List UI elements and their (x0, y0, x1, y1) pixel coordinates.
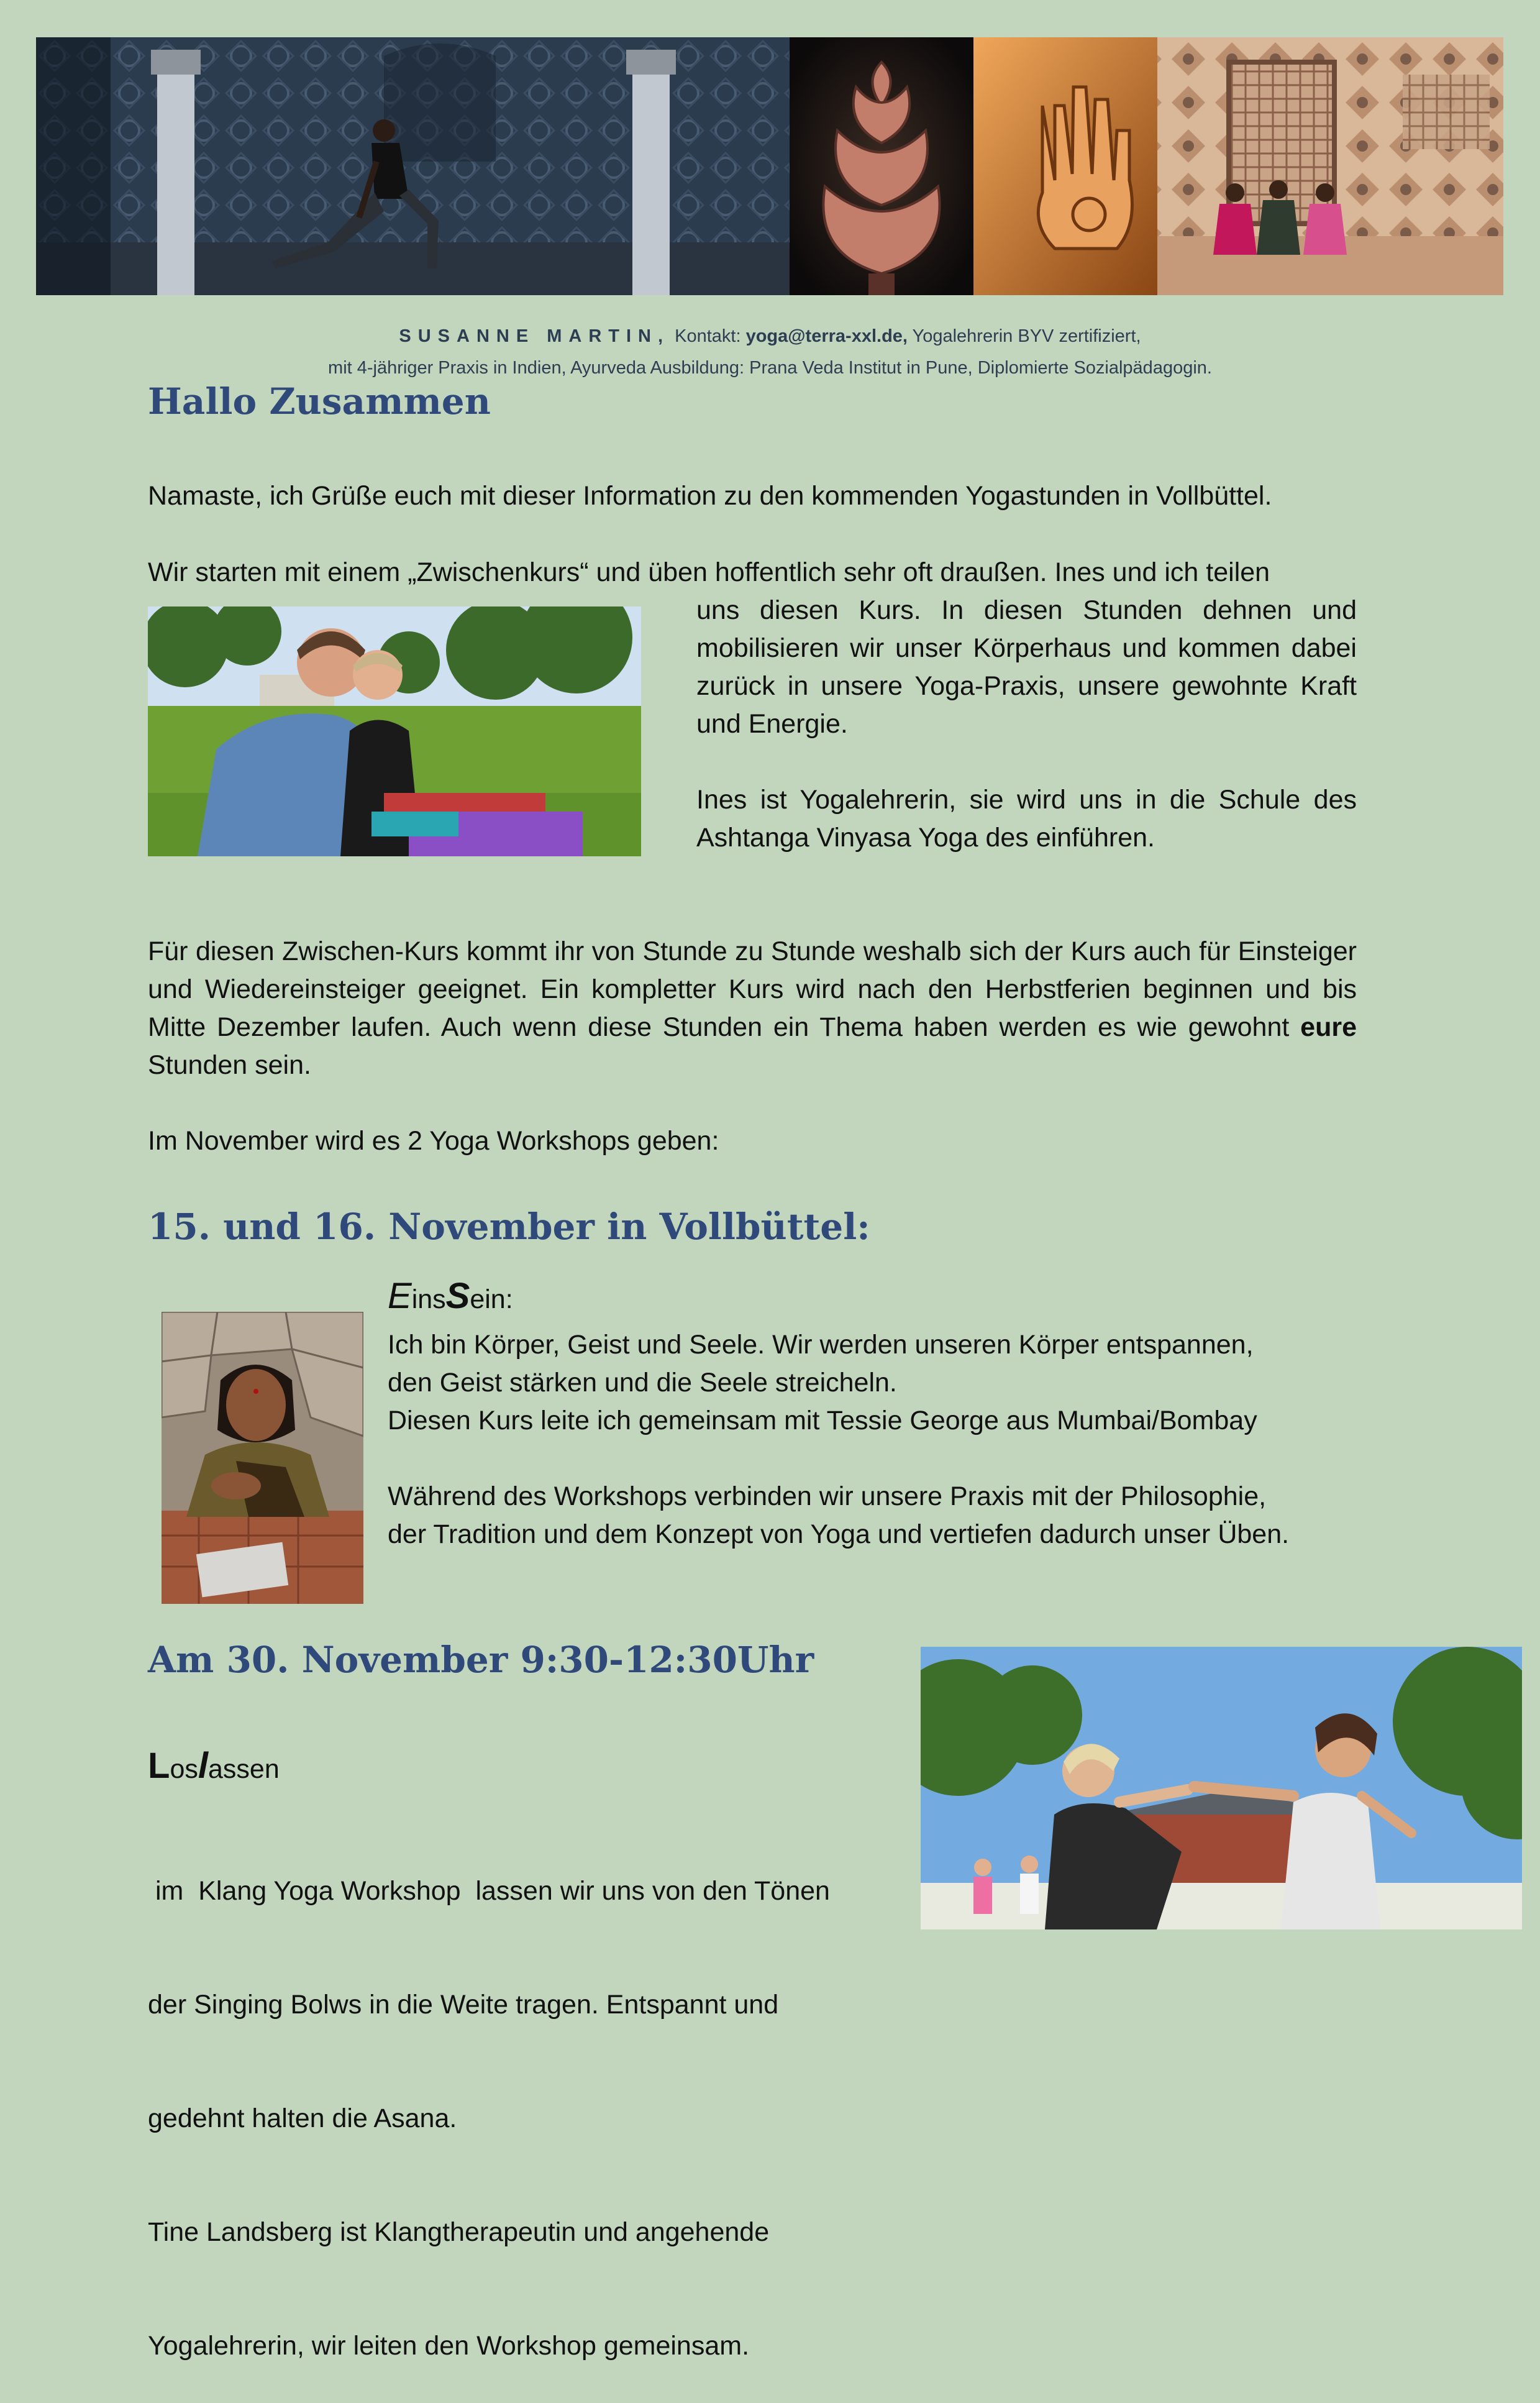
header-photo-banner (36, 37, 1503, 295)
contact-email[interactable]: yoga@terra-xxl.de, (745, 326, 908, 346)
workshop2-title-cap2: l (198, 1746, 208, 1786)
workshop2-title-part4: assen (207, 1754, 280, 1784)
workshop1-text-block (388, 1326, 1257, 1440)
zwischenkurs-text-before: Für diesen Zwischen-Kurs kommt ihr von Stunde zu Stunde weshalb sich der Kurs auch für Einsteiger und Wiedereinsteiger geeignet. Ein kompletter Kurs wird nach den Herbstferien beginnen und bis Mitte Dezember laufen. Auch wenn diese Stunden ein Thema haben werden es wie gewohnt (148, 936, 1357, 1042)
teacher-name: SUSANNE MARTIN, (399, 326, 670, 346)
workshop1-title-part2: ins (411, 1284, 446, 1314)
workshop1-text-block-2 (388, 1478, 1289, 1554)
workshop2-text-block (148, 1797, 830, 2403)
ines-paragraph: Ines ist Yogalehrerin, sie wird uns in die Schule des Ashtanga Vinyasa Yoga des einführen. (696, 785, 1357, 853)
workshop1-title-part4: ein: (470, 1284, 513, 1314)
course-paragraph-line1: Wir starten mit einem „Zwischenkurs“ und üben hoffentlich sehr oft draußen. Ines und ich teilen (148, 557, 1270, 587)
header-contact-line (0, 326, 1540, 347)
workshop1-line: der Tradition und dem Konzept von Yoga und vertiefen dadurch unser Üben. (388, 1519, 1290, 1549)
workshop2-heading: Am 30. November 9:30-12:30Uhr (148, 1639, 814, 1681)
workshop1-line: Während des Workshops verbinden wir unsere Praxis mit der Philosophie, (388, 1481, 1267, 1511)
certification: Yogalehrerin BYV zertifiziert, (912, 326, 1141, 346)
workshop1-title-cap1: E (388, 1276, 412, 1316)
outdoor-teachers-photo (148, 606, 641, 856)
workshop2-line: Yogalehrerin, wir leiten den Workshop gemeinsam. (148, 2331, 750, 2361)
zwischenkurs-paragraph (148, 933, 1357, 1084)
zwischenkurs-text-after: Stunden sein. (148, 1050, 311, 1080)
banner-collage (36, 37, 1503, 295)
course-paragraph-rest: uns diesen Kurs. In diesen Stunden dehnen und mobilisieren wir unser Körperhaus und kommen dabei zurück in unsere Yoga-Praxis, unsere gewohnte Kraft und Energie. (696, 595, 1357, 739)
greeting-heading: Hallo Zusammen (148, 380, 491, 423)
header-qualifications-line: mit 4-jähriger Praxis in Indien, Ayurveda Ausbildung: Prana Veda Institut in Pune, Diplomierte Sozialpädagogin. (328, 358, 1212, 378)
zwischenkurs-bold-word: eure (1300, 1012, 1357, 1042)
workshop1-title (388, 1275, 513, 1317)
workshop2-line: Tine Landsberg ist Klangtherapeutin und angehende (148, 2217, 770, 2247)
workshop2-title-part2: os (170, 1754, 198, 1784)
workshop1-heading: 15. und 16. November in Vollbüttel: (148, 1206, 870, 1248)
tessie-george-photo (162, 1312, 363, 1604)
workshop2-title (148, 1745, 280, 1787)
workshop2-line: gedehnt halten die Asana. (148, 2103, 457, 2133)
workshop1-title-cap2: S (445, 1276, 470, 1316)
workshop1-line: den Geist stärken und die Seele streicheln. (388, 1368, 897, 1398)
contact-label: Kontakt: (675, 326, 741, 346)
workshops-intro: Im November wird es 2 Yoga Workshops geben: (148, 1126, 719, 1156)
partner-yoga-photo (921, 1647, 1522, 1929)
intro-paragraph: Namaste, ich Grüße euch mit dieser Information zu den kommenden Yogastunden in Vollbüttel. (148, 481, 1272, 511)
workshop2-line: im Klang Yoga Workshop lassen wir uns von den Tönen (148, 1876, 830, 1906)
workshop1-line: Ich bin Körper, Geist und Seele. Wir werden unseren Körper entspannen, (388, 1330, 1254, 1360)
workshop2-title-cap1: L (148, 1746, 170, 1786)
workshop2-line: der Singing Bolws in die Weite tragen. Entspannt und (148, 1990, 779, 2020)
workshop1-line: Diesen Kurs leite ich gemeinsam mit Tessie George aus Mumbai/Bombay (388, 1406, 1257, 1435)
